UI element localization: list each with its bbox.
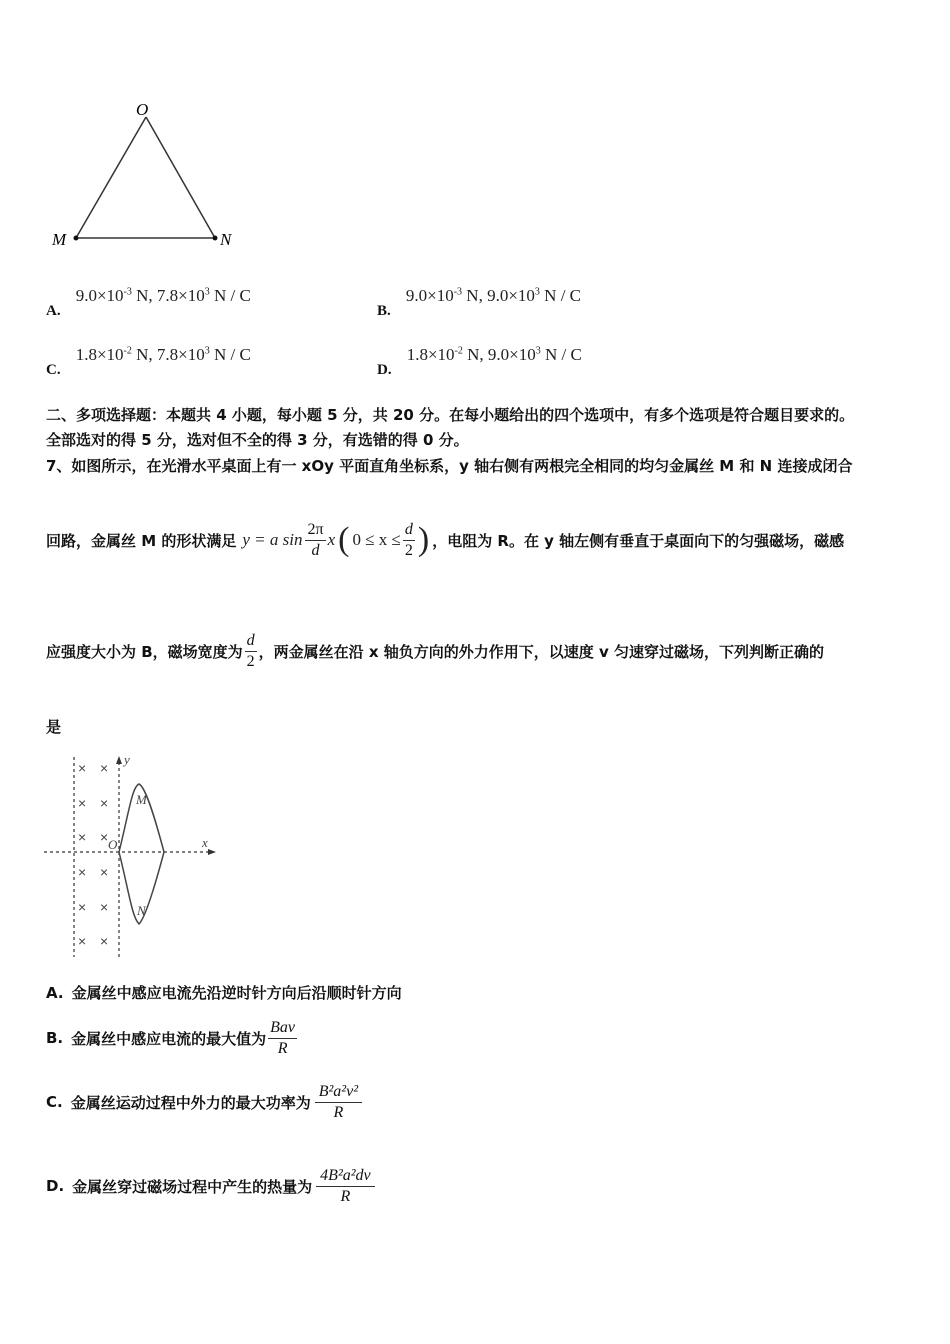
equation-shape: y = a sin: [242, 530, 303, 549]
label-o: O: [136, 100, 149, 119]
label-m: M: [136, 792, 147, 807]
q7-stem-line1: 7、如图所示，在光滑水平桌面上有一 xOy 平面直角坐标系，y 轴右侧有两根完全相同的均匀金属丝 M 和 N 连接成闭合: [46, 457, 853, 475]
option-letter: D.: [46, 1177, 65, 1195]
q7-option-b[interactable]: B. 金属丝中感应电流的最大值为 $\frac{\text{Bav}}{R}$: [46, 1018, 296, 1057]
q6-option-d[interactable]: D. $1.8\times 10^{-2}$ N, $9.0\times 10^3$ N / C: [377, 345, 582, 378]
svg-text:×: ×: [78, 899, 87, 915]
triangle-figure: [40, 95, 250, 255]
svg-text:×: ×: [100, 899, 109, 915]
svg-text:×: ×: [100, 829, 109, 845]
label-n: N: [220, 230, 232, 249]
label-n: N: [137, 903, 146, 918]
option-letter: A.: [46, 984, 64, 1002]
option-letter: B.: [377, 303, 391, 319]
q7-stem-line3: 应强度大小为 B，磁场宽度为 $\frac{d}{2}$ ，两金属丝在沿 x 轴负方向的外力作用下，以速度 v 匀速穿过磁场，下列判断正确的: [46, 631, 825, 670]
option-letter: A.: [46, 303, 61, 319]
q7-option-c[interactable]: C. 金属丝运动过程中外力的最大功率为 $\frac{\text{B²a²v²}}{R}$: [46, 1076, 362, 1128]
svg-text:×: ×: [100, 795, 109, 811]
option-letter: B.: [46, 1029, 64, 1047]
label-x: x: [202, 835, 208, 850]
svg-text:×: ×: [78, 864, 87, 880]
option-letter: D.: [377, 362, 392, 378]
label-y: y: [124, 752, 130, 767]
svg-text:×: ×: [100, 864, 109, 880]
option-letter: C.: [46, 362, 61, 378]
label-m: M: [52, 230, 67, 249]
section-heading: 二、多项选择题：本题共 4 小题，每小题 5 分，共 20 分。在每小题给出的四个选项中，有多个选项是符合题目要求的。: [46, 406, 855, 424]
section-heading-line2: 全部选对的得 5 分，选对但不全的得 3 分，有选错的得 0 分。: [46, 431, 469, 449]
q7-option-d[interactable]: D. 金属丝穿过磁场过程中产生的热量为 $\frac{\text{4B²a²dv}}{R}$: [46, 1160, 375, 1212]
cross-mark: ×: [78, 760, 87, 776]
q6-option-b[interactable]: B. $9.0\times 10^{-3}$ N, $9.0\times 10^3$ N / C: [377, 286, 582, 319]
q6-option-c[interactable]: C. $1.8\times 10^{-2}$ N, $7.8\times 10^3$ N / C: [46, 345, 251, 378]
q7-stem-line4: 是: [46, 718, 62, 736]
option-letter: C.: [46, 1093, 63, 1111]
svg-text:×: ×: [100, 933, 109, 949]
q7-option-a[interactable]: A. 金属丝中感应电流先沿逆时针方向后沿顺时针方向: [46, 984, 402, 1002]
q7-stem-line2: 回路，金属丝 M 的形状满足 y = a sin $\frac{2\pi}{d}$ x ( 0 ≤ x ≤ $\frac{d}{2}$ ) ，电阻为 R。在 y 轴左侧有垂直于桌面向下的匀强磁场，磁感: [46, 520, 845, 559]
field-figure: [44, 752, 224, 960]
svg-text:×: ×: [100, 760, 109, 776]
svg-text:×: ×: [78, 933, 87, 949]
q6-option-a[interactable]: A. $9.0\times 10^{-3}$ N, $7.8\times 10^3$ N / C: [46, 286, 251, 319]
svg-text:×: ×: [78, 795, 87, 811]
svg-text:×: ×: [78, 829, 87, 845]
label-o: O: [108, 837, 118, 852]
